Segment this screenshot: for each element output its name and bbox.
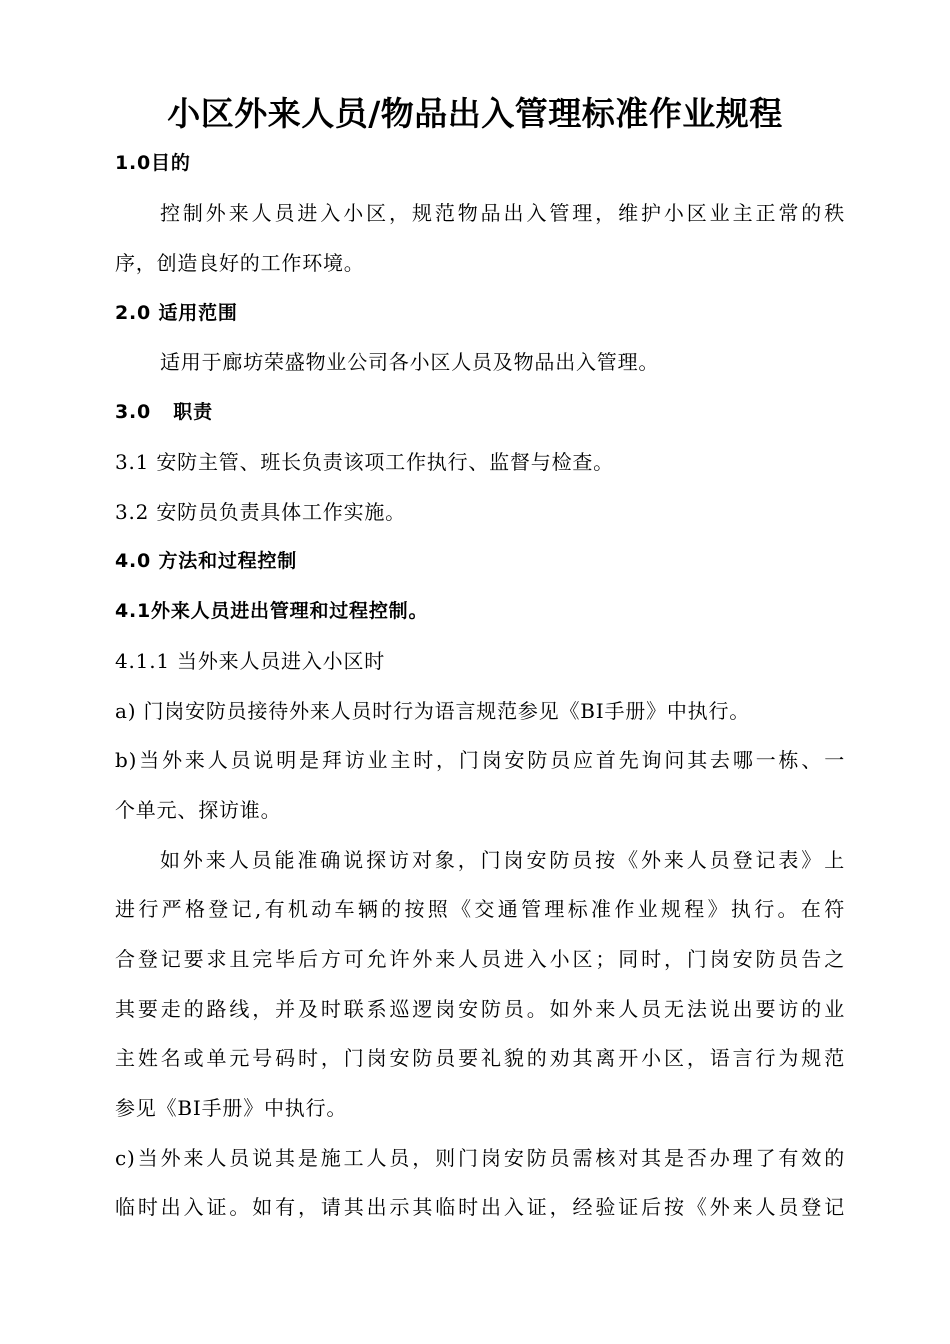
paragraph-line: 进行严格登记,有机动车辆的按照《交通管理标准作业规程》执行。在符	[115, 897, 845, 921]
paragraph-line: 控制外来人员进入小区，规范物品出入管理，维护小区业主正常的秩	[160, 201, 845, 225]
paragraph-line: a) 门岗安防员接待外来人员时行为语言规范参见《BI手册》中执行。	[115, 699, 751, 723]
paragraph-line: 参见《BI手册》中执行。	[115, 1096, 348, 1120]
paragraph-line: 适用于廊坊荣盛物业公司各小区人员及物品出入管理。	[160, 350, 660, 374]
paragraph-line: 3.1 安防主管、班长负责该项工作执行、监督与检查。	[115, 450, 614, 474]
paragraph-line: 其要走的路线，并及时联系巡逻岗安防员。如外来人员无法说出要访的业	[115, 997, 845, 1021]
paragraph-line: 3.2 安防员负责具体工作实施。	[115, 500, 406, 524]
section-heading-purpose: 1.0目的	[115, 152, 191, 174]
paragraph-line: c)当外来人员说其是施工人员，则门岗安防员需核对其是否办理了有效的	[115, 1146, 845, 1170]
subsection-heading-visitors: 4.1外来人员进出管理和过程控制。	[115, 600, 429, 622]
section-heading-method: 4.0 方法和过程控制	[115, 550, 298, 572]
paragraph-line: 4.1.1 当外来人员进入小区时	[115, 649, 386, 673]
paragraph-line: 临时出入证。如有，请其出示其临时出入证，经验证后按《外来人员登记	[115, 1195, 845, 1219]
section-heading-scope: 2.0 适用范围	[115, 302, 238, 324]
paragraph-line: 个单元、探访谁。	[115, 798, 282, 822]
paragraph-line: 合登记要求且完毕后方可允许外来人员进入小区；同时，门岗安防员告之	[115, 947, 845, 971]
paragraph-line: 主姓名或单元号码时，门岗安防员要礼貌的劝其离开小区，语言行为规范	[115, 1046, 845, 1070]
document-title: 小区外来人员/物品出入管理标准作业规程	[167, 94, 783, 133]
paragraph-line: b)当外来人员说明是拜访业主时，门岗安防员应首先询问其去哪一栋、一	[115, 748, 845, 772]
section-heading-responsibility: 3.0 职责	[115, 401, 213, 423]
paragraph-line: 序，创造良好的工作环境。	[115, 251, 365, 275]
paragraph-line: 如外来人员能准确说探访对象，门岗安防员按《外来人员登记表》上	[160, 848, 845, 872]
